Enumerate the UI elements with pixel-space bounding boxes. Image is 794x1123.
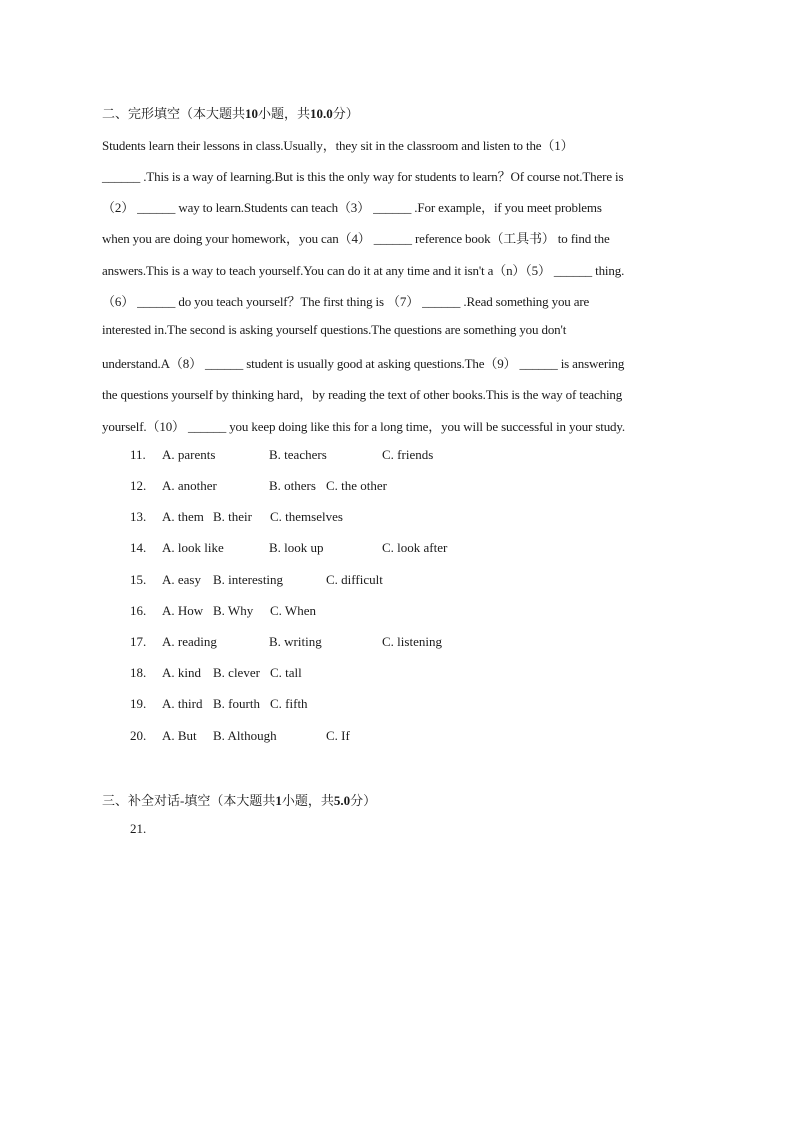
passage-line: answers.This is a way to teach yourself.You can do it at any time and it isn't a（n）（5） ______ thing. — [102, 263, 625, 278]
question-number: 13. — [130, 509, 147, 524]
question-number: 18. — [130, 665, 147, 680]
question-number: 20. — [130, 728, 147, 743]
question-number: 12. — [130, 478, 147, 493]
option-a: A. look like — [162, 540, 224, 555]
option-a: A. parents — [162, 447, 216, 462]
option-a: A. But — [162, 728, 197, 743]
option-a: A. How — [162, 603, 204, 618]
option-a: A. them — [162, 509, 204, 524]
passage-line: yourself.（10） ______ you keep doing like this for a long time，you will be successful in your study. — [102, 419, 626, 434]
option-b: B. others — [269, 478, 316, 493]
option-b: B. Why — [213, 603, 254, 618]
option-a: A. kind — [162, 665, 201, 680]
question-number: 14. — [130, 540, 147, 555]
question-number: 17. — [130, 634, 147, 649]
option-b: B. their — [213, 509, 252, 524]
option-b: B. writing — [269, 634, 322, 649]
option-c: C. friends — [382, 447, 434, 462]
option-b: B. look up — [269, 540, 324, 555]
option-c: C. look after — [382, 540, 448, 555]
passage-line: interested in.The second is asking yourself questions.The questions are something you don't — [102, 322, 567, 337]
question-number: 16. — [130, 603, 147, 618]
option-c: C. listening — [382, 634, 442, 649]
option-b: B. clever — [213, 665, 260, 680]
question-number: 19. — [130, 696, 147, 711]
question-number: 11. — [130, 447, 146, 462]
passage-line: understand.A（8） ______ student is usually good at asking questions.The（9） ______ is answering — [102, 356, 625, 371]
option-b: B. interesting — [213, 572, 284, 587]
question-number: 15. — [130, 572, 147, 587]
option-b: B. fourth — [213, 696, 260, 711]
option-b: B. teachers — [269, 447, 327, 462]
passage-line: Students learn their lessons in class.Usually，they sit in the classroom and listen to the（1） — [102, 138, 574, 153]
option-c: C. tall — [270, 665, 302, 680]
option-a: A. easy — [162, 572, 201, 587]
passage-line: （6） ______ do you teach yourself？The first thing is （7） ______ .Read something you are — [102, 294, 590, 309]
option-c: C. If — [326, 728, 350, 743]
option-c: C. difficult — [326, 572, 383, 587]
section-2-heading: 二、完形填空（本大题共10小题，共10.0分） — [102, 106, 359, 121]
option-c: C. fifth — [270, 696, 308, 711]
passage-line: the questions yourself by thinking hard，by reading the text of other books.This is the way of teaching — [102, 387, 623, 402]
option-a: A. another — [162, 478, 217, 493]
option-c: C. themselves — [270, 509, 343, 524]
option-c: C. the other — [326, 478, 388, 493]
question-number: 21. — [130, 821, 147, 836]
option-c: C. When — [270, 603, 316, 618]
section-3-heading: 三、补全对话-填空（本大题共1小题，共5.0分） — [102, 793, 377, 808]
passage-line: ______ .This is a way of learning.But is this the only way for students to learn？Of course not.There is — [102, 169, 624, 184]
option-b: B. Although — [213, 728, 277, 743]
passage-line: （2） ______ way to learn.Students can teach（3） ______ .For example，if you meet problems — [102, 200, 602, 215]
option-a: A. reading — [162, 634, 217, 649]
passage-line: when you are doing your homework，you can（4） ______ reference book（工具书） to find the — [102, 231, 610, 246]
option-a: A. third — [162, 696, 203, 711]
